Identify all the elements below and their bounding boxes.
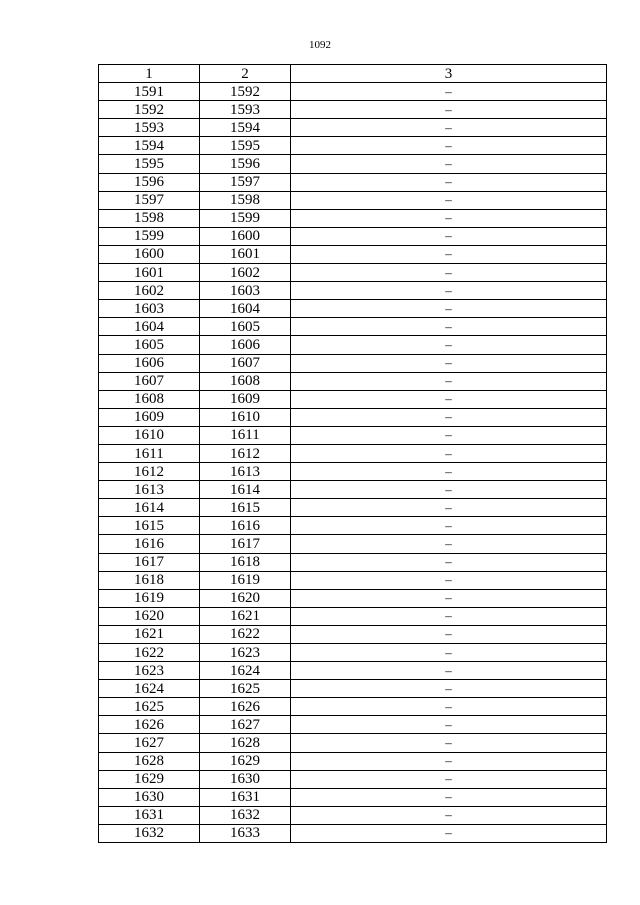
table-cell-col-2: 1611	[200, 426, 291, 444]
table-cell-col-3: –	[291, 644, 607, 662]
table-row	[99, 698, 607, 716]
table-cell-col-1: 1618	[99, 571, 200, 589]
table-cell-col-1: 1622	[99, 644, 200, 662]
table-cell-col-1: 1598	[99, 209, 200, 227]
table-cell-col-1: 1627	[99, 734, 200, 752]
data-table	[98, 64, 607, 843]
table-cell-col-1: 1594	[99, 137, 200, 155]
table-row	[99, 426, 607, 444]
table-cell-col-3: –	[291, 426, 607, 444]
table-row	[99, 209, 607, 227]
table-cell-col-1: 1603	[99, 300, 200, 318]
table-cell-col-3: –	[291, 282, 607, 300]
table-cell-col-3: –	[291, 589, 607, 607]
table-cell-col-2: 1625	[200, 680, 291, 698]
table-row	[99, 173, 607, 191]
table-cell-col-3: –	[291, 264, 607, 282]
table-row	[99, 155, 607, 173]
table-cell-col-2: 1618	[200, 553, 291, 571]
table-cell-col-2: 1598	[200, 191, 291, 209]
table-cell-col-1: 1605	[99, 336, 200, 354]
table-row	[99, 770, 607, 788]
table-cell-col-3: –	[291, 354, 607, 372]
table-cell-col-3: –	[291, 716, 607, 734]
table-cell-col-1: 1602	[99, 282, 200, 300]
table-cell-col-3: –	[291, 698, 607, 716]
table-cell-col-3: –	[291, 517, 607, 535]
table-cell-col-3: –	[291, 318, 607, 336]
table-row	[99, 372, 607, 390]
table-cell-col-2: 1592	[200, 83, 291, 101]
table-cell-col-2: 1600	[200, 227, 291, 245]
table-cell-col-3: –	[291, 245, 607, 263]
table-cell-col-1: 1617	[99, 553, 200, 571]
table-cell-col-1: 1623	[99, 662, 200, 680]
table-cell-col-1: 1610	[99, 426, 200, 444]
table-cell-col-2: 1597	[200, 173, 291, 191]
table-cell-col-2: 1613	[200, 463, 291, 481]
table-cell-col-1: 1600	[99, 245, 200, 263]
table-cell-col-1: 1629	[99, 770, 200, 788]
table-cell-col-1: 1591	[99, 83, 200, 101]
table-cell-col-3: –	[291, 155, 607, 173]
table-row	[99, 408, 607, 426]
table-cell-col-2: 1615	[200, 499, 291, 517]
table-row	[99, 191, 607, 209]
table-header	[99, 65, 607, 83]
table-cell-col-2: 1604	[200, 300, 291, 318]
table-row	[99, 463, 607, 481]
table-cell-col-1: 1619	[99, 589, 200, 607]
table-cell-col-2: 1627	[200, 716, 291, 734]
table-cell-col-2: 1633	[200, 824, 291, 842]
table-row	[99, 481, 607, 499]
table-cell-col-3: –	[291, 625, 607, 643]
table-cell-col-1: 1631	[99, 806, 200, 824]
table-row	[99, 553, 607, 571]
table-cell-col-2: 1607	[200, 354, 291, 372]
table-cell-col-2: 1622	[200, 625, 291, 643]
table-cell-col-1: 1620	[99, 607, 200, 625]
table-cell-col-1: 1630	[99, 788, 200, 806]
table-cell-col-2: 1594	[200, 119, 291, 137]
table-row	[99, 318, 607, 336]
table-cell-col-2: 1628	[200, 734, 291, 752]
table-cell-col-2: 1616	[200, 517, 291, 535]
table-cell-col-2: 1596	[200, 155, 291, 173]
table-row	[99, 101, 607, 119]
table-cell-col-3: –	[291, 734, 607, 752]
table-cell-col-2: 1631	[200, 788, 291, 806]
table-cell-col-3: –	[291, 607, 607, 625]
table-cell-col-3: –	[291, 535, 607, 553]
table-cell-col-1: 1614	[99, 499, 200, 517]
table-cell-col-3: –	[291, 408, 607, 426]
table-cell-col-1: 1601	[99, 264, 200, 282]
column-header-1: 1	[99, 65, 200, 83]
table-cell-col-3: –	[291, 444, 607, 462]
table-cell-col-3: –	[291, 83, 607, 101]
table-cell-col-2: 1606	[200, 336, 291, 354]
table-row	[99, 734, 607, 752]
table-cell-col-2: 1608	[200, 372, 291, 390]
table-cell-col-2: 1609	[200, 390, 291, 408]
table-row	[99, 824, 607, 842]
table-cell-col-1: 1615	[99, 517, 200, 535]
column-header-2: 2	[200, 65, 291, 83]
table-cell-col-1: 1612	[99, 463, 200, 481]
table-row	[99, 806, 607, 824]
table-row	[99, 788, 607, 806]
table-cell-col-3: –	[291, 119, 607, 137]
table-body	[99, 83, 607, 843]
table-cell-col-2: 1621	[200, 607, 291, 625]
table-row	[99, 336, 607, 354]
table-cell-col-2: 1629	[200, 752, 291, 770]
table-row	[99, 499, 607, 517]
table-cell-col-1: 1609	[99, 408, 200, 426]
table-cell-col-1: 1626	[99, 716, 200, 734]
table-row	[99, 264, 607, 282]
table-cell-col-3: –	[291, 481, 607, 499]
table-row	[99, 245, 607, 263]
table-cell-col-3: –	[291, 680, 607, 698]
table-row	[99, 752, 607, 770]
table-cell-col-3: –	[291, 499, 607, 517]
table-cell-col-3: –	[291, 770, 607, 788]
table-cell-col-2: 1617	[200, 535, 291, 553]
table-row	[99, 444, 607, 462]
table-cell-col-2: 1630	[200, 770, 291, 788]
table-row	[99, 535, 607, 553]
table-cell-col-3: –	[291, 571, 607, 589]
table-cell-col-1: 1632	[99, 824, 200, 842]
table-cell-col-3: –	[291, 788, 607, 806]
table-cell-col-3: –	[291, 662, 607, 680]
table-cell-col-1: 1621	[99, 625, 200, 643]
table-cell-col-3: –	[291, 300, 607, 318]
table-cell-col-3: –	[291, 227, 607, 245]
table-cell-col-1: 1597	[99, 191, 200, 209]
table-cell-col-3: –	[291, 336, 607, 354]
table-cell-col-1: 1608	[99, 390, 200, 408]
table-cell-col-3: –	[291, 173, 607, 191]
table-row	[99, 137, 607, 155]
table-row	[99, 607, 607, 625]
table-cell-col-2: 1595	[200, 137, 291, 155]
table-row	[99, 517, 607, 535]
table-cell-col-1: 1611	[99, 444, 200, 462]
table-row	[99, 716, 607, 734]
table-cell-col-2: 1603	[200, 282, 291, 300]
table-row	[99, 589, 607, 607]
table-row	[99, 300, 607, 318]
table-cell-col-1: 1592	[99, 101, 200, 119]
table-cell-col-2: 1632	[200, 806, 291, 824]
table-row	[99, 354, 607, 372]
table-cell-col-2: 1619	[200, 571, 291, 589]
table-cell-col-1: 1595	[99, 155, 200, 173]
table-cell-col-3: –	[291, 191, 607, 209]
table-cell-col-1: 1593	[99, 119, 200, 137]
table-cell-col-1: 1628	[99, 752, 200, 770]
table-cell-col-3: –	[291, 372, 607, 390]
table-row	[99, 644, 607, 662]
table-cell-col-2: 1623	[200, 644, 291, 662]
table-cell-col-1: 1616	[99, 535, 200, 553]
page-number: 1092	[309, 39, 331, 51]
table-cell-col-3: –	[291, 390, 607, 408]
table-cell-col-1: 1599	[99, 227, 200, 245]
table-row	[99, 119, 607, 137]
table-row	[99, 662, 607, 680]
table-row	[99, 680, 607, 698]
table-cell-col-1: 1606	[99, 354, 200, 372]
table-row	[99, 390, 607, 408]
table-cell-col-1: 1607	[99, 372, 200, 390]
table-cell-col-3: –	[291, 824, 607, 842]
table-cell-col-3: –	[291, 553, 607, 571]
table-cell-col-3: –	[291, 101, 607, 119]
table-cell-col-3: –	[291, 137, 607, 155]
table-cell-col-1: 1613	[99, 481, 200, 499]
table-cell-col-2: 1601	[200, 245, 291, 263]
table-cell-col-2: 1614	[200, 481, 291, 499]
table-cell-col-1: 1604	[99, 318, 200, 336]
table-row	[99, 571, 607, 589]
table-row	[99, 282, 607, 300]
table-cell-col-3: –	[291, 463, 607, 481]
header-row	[99, 65, 607, 83]
table-cell-col-1: 1624	[99, 680, 200, 698]
table-cell-col-2: 1610	[200, 408, 291, 426]
table-cell-col-2: 1602	[200, 264, 291, 282]
table-cell-col-2: 1612	[200, 444, 291, 462]
table-cell-col-2: 1593	[200, 101, 291, 119]
table-cell-col-1: 1625	[99, 698, 200, 716]
table-row	[99, 83, 607, 101]
table-cell-col-3: –	[291, 209, 607, 227]
table-cell-col-2: 1624	[200, 662, 291, 680]
table-cell-col-3: –	[291, 806, 607, 824]
table-cell-col-2: 1605	[200, 318, 291, 336]
table-cell-col-2: 1620	[200, 589, 291, 607]
column-header-3: 3	[291, 65, 607, 83]
table-cell-col-3: –	[291, 752, 607, 770]
table-cell-col-2: 1626	[200, 698, 291, 716]
table-row	[99, 227, 607, 245]
table-cell-col-1: 1596	[99, 173, 200, 191]
table-cell-col-2: 1599	[200, 209, 291, 227]
table-row	[99, 625, 607, 643]
